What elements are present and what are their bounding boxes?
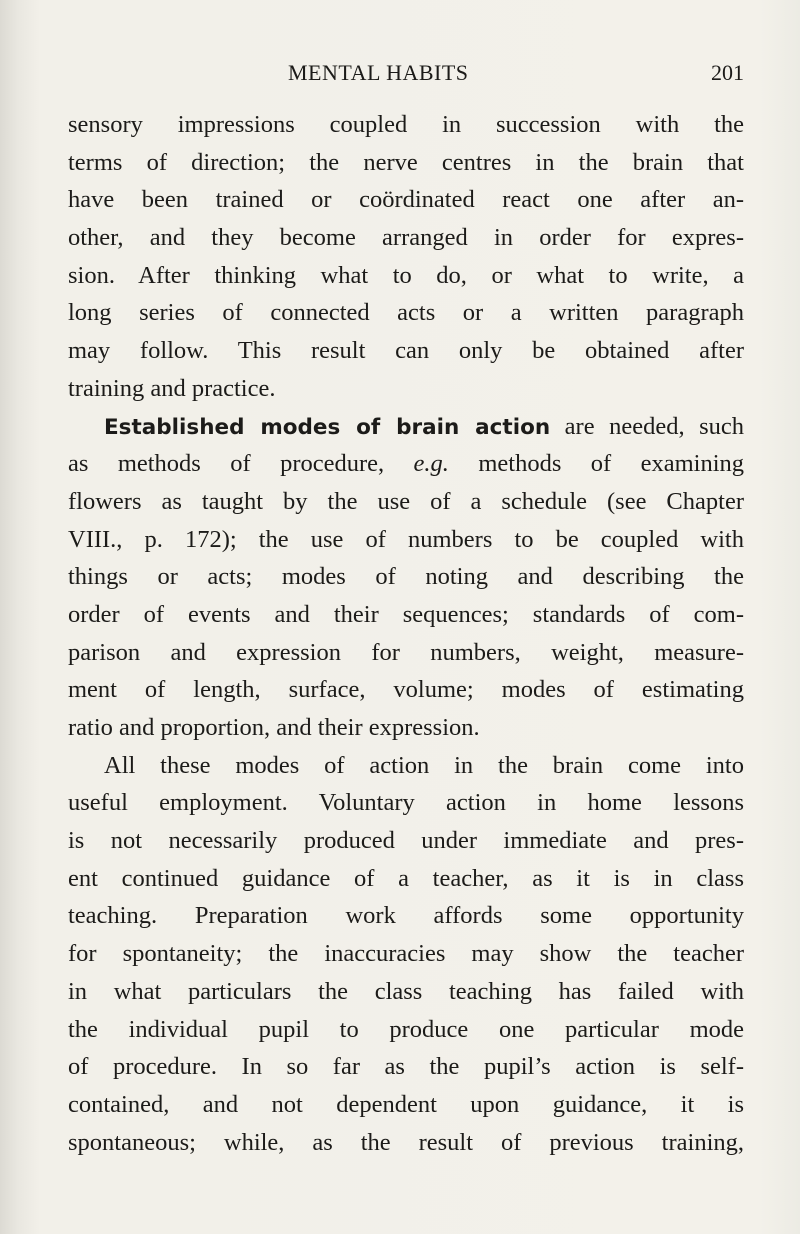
text-line: spontaneous; while, as the result of previous training, <box>68 1128 744 1156</box>
text-line: for spontaneity; the inaccuracies may show the teacher <box>68 940 744 968</box>
text-line: VIII., p. 172); the use of numbers to be coupled with <box>68 525 744 553</box>
text-line: teaching. Preparation work affords some opportunity <box>68 902 744 930</box>
bold-term: Established modes of brain action <box>104 414 551 440</box>
text-line: things or acts; modes of noting and describing the <box>68 563 744 591</box>
text-line: may follow. This result can only be obtained after <box>68 337 744 365</box>
text-line: in what particulars the class teaching has failed with <box>68 977 744 1005</box>
text-line: contained, and not dependent upon guidance, it is <box>68 1090 744 1118</box>
text-run: as methods of procedure, <box>68 450 414 478</box>
text-run: methods of examining <box>448 450 744 478</box>
text-line: terms of direction; the nerve centres in the brain that <box>68 148 744 176</box>
text-line: training and practice. <box>68 374 276 402</box>
paragraph-start-line: All these modes of action in the brain come into <box>104 751 744 779</box>
text-run: are needed, such <box>550 412 744 440</box>
text-line: order of events and their sequences; standards of com- <box>68 600 744 628</box>
text-line: useful employment. Voluntary action in home lessons <box>68 789 744 817</box>
running-head: MENTAL HABITS <box>288 60 469 85</box>
text-line <box>68 445 744 483</box>
paragraph-start-line <box>68 408 744 446</box>
text-line: ment of length, surface, volume; modes of estimating <box>68 676 744 704</box>
page-number: 201 <box>711 60 744 85</box>
page-header <box>68 60 744 90</box>
text-line: sion. After thinking what to do, or what to write, a <box>68 261 744 289</box>
text-line: long series of connected acts or a written paragraph <box>68 299 744 327</box>
text-line: sensory impressions coupled in succession with the <box>68 111 744 138</box>
text-line: of procedure. In so far as the pupil’s action is self- <box>68 1053 744 1081</box>
text-line: other, and they become arranged in order for expres- <box>68 224 744 252</box>
text-line: the individual pupil to produce one particular mode <box>68 1015 744 1043</box>
body-text <box>68 106 744 1161</box>
text-line: have been trained or coördinated react one after an- <box>68 186 744 214</box>
text-line: flowers as taught by the use of a schedule (see Chapter <box>68 487 744 515</box>
text-line: ratio and proportion, and their expression. <box>68 714 480 741</box>
italic-abbreviation: e.g. <box>413 450 449 478</box>
text-line: ent continued guidance of a teacher, as it is in class <box>68 864 744 892</box>
text-line: is not necessarily produced under immediate and pres- <box>68 827 744 855</box>
text-line: parison and expression for numbers, weight, measure- <box>68 638 744 666</box>
